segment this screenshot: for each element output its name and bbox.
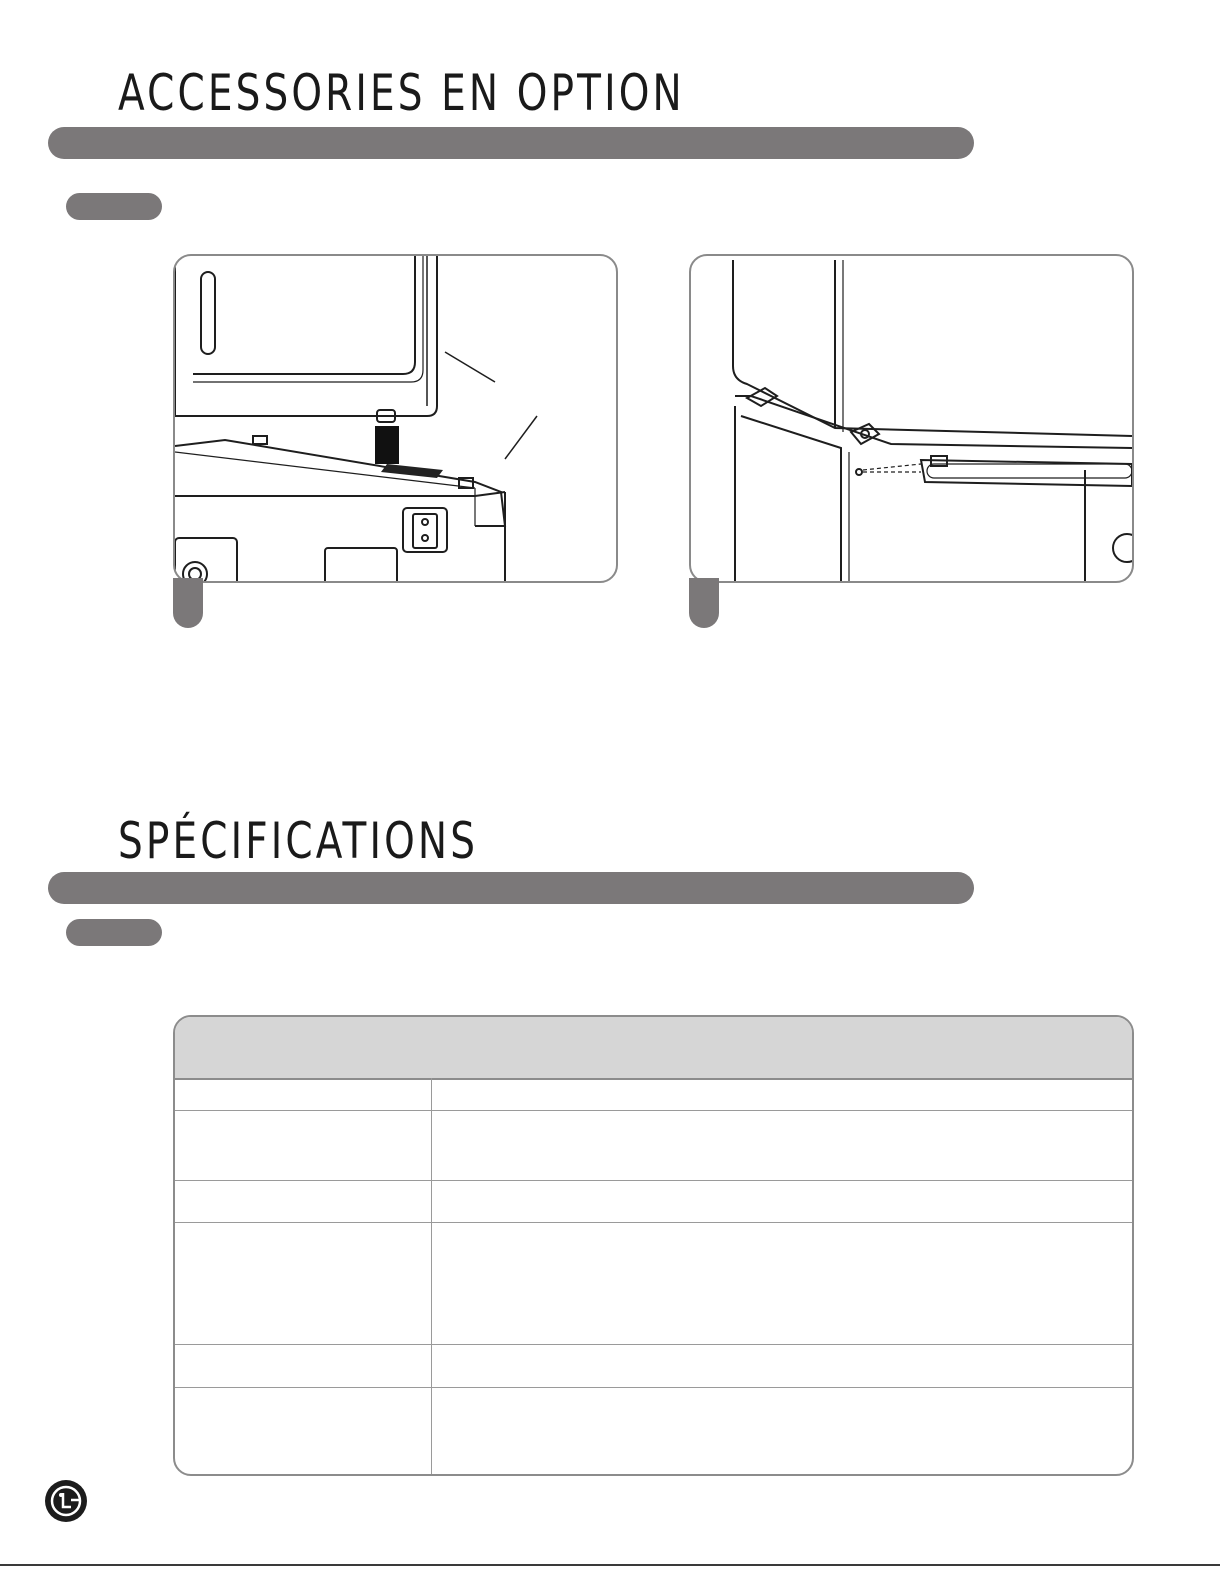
spec-row: [175, 1345, 1132, 1388]
section-tab: [66, 193, 162, 220]
spec-table-header: [175, 1017, 1132, 1080]
figure-2: [689, 254, 1134, 583]
lg-logo: [45, 1480, 87, 1522]
section-title-accessories: ACCESSORIES EN OPTION: [118, 64, 685, 122]
page-bottom-border: [0, 1564, 1220, 1588]
spec-row: [175, 1111, 1132, 1181]
section-rule-bar: [48, 127, 974, 159]
spec-row: [175, 1080, 1132, 1111]
figure-1-tab: [173, 578, 203, 628]
figure-2-tab: [689, 578, 719, 628]
spec-row: [175, 1181, 1132, 1223]
spec-column-divider: [431, 1078, 432, 1474]
dryer-on-pedestal-illustration: [175, 256, 616, 581]
section-tab: [66, 919, 162, 946]
spec-row: [175, 1388, 1132, 1474]
section-title-specifications: SPÉCIFICATIONS: [118, 812, 479, 870]
section-rule-bar: [48, 872, 974, 904]
bracket-screw-illustration: [691, 256, 1132, 581]
spec-table: [173, 1015, 1134, 1476]
figure-1: [173, 254, 618, 583]
spec-row: [175, 1223, 1132, 1345]
